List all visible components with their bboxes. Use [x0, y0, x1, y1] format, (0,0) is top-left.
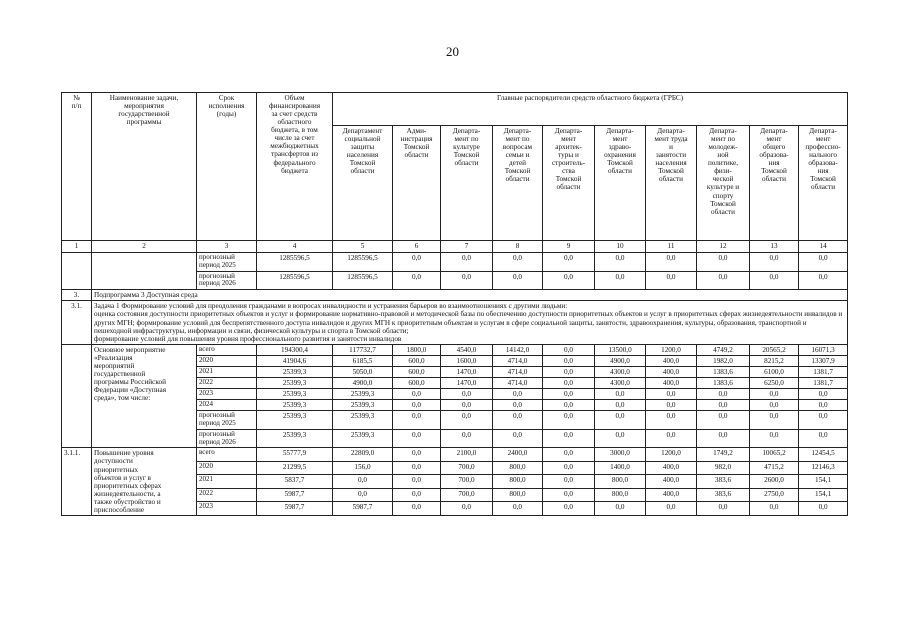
top-row-value: 0,0: [697, 253, 750, 272]
main-event-row-value: 16071,3: [799, 344, 848, 355]
main-event-row-value: 1600,0: [441, 355, 493, 366]
main-event-row-value: 0,0: [750, 388, 799, 399]
event-311-row-value: 0,0: [333, 475, 393, 489]
event-311-row-value: 0,0: [543, 475, 595, 489]
event-311-row-value: 0,0: [543, 488, 595, 502]
main-event-row-value: 0,0: [697, 411, 750, 430]
event-311-row-value: 0,0: [543, 448, 595, 462]
event-311-row-value: 2750,0: [750, 488, 799, 502]
column-number-1: 1: [62, 241, 92, 253]
task-row: [62, 301, 848, 344]
event-311-row-value: 0,0: [393, 488, 441, 502]
event-311-row-value: 800,0: [595, 488, 646, 502]
main-event-row-value: 0,0: [750, 429, 799, 448]
event-311-num: 3.1.1.: [62, 448, 92, 516]
column-number-9: 9: [543, 241, 595, 253]
header-volume: Объем финансирования за счет средств областного бюджета, в том числе за счет межбюджетных трансфертов из федерального бюджета: [257, 93, 333, 241]
top-row-value: 0,0: [595, 253, 646, 272]
subprogram-num: 3.: [62, 290, 92, 301]
main-event-row-value: 0,0: [543, 411, 595, 430]
event-311-row-period: 2020: [197, 461, 257, 475]
table-row: [62, 344, 848, 355]
main-event-row-value: 4300,0: [595, 377, 646, 388]
main-event-row-value: 25399,3: [257, 429, 333, 448]
main-event-row-value: 0,0: [543, 366, 595, 377]
main-event-row-value: 0,0: [493, 429, 543, 448]
main-event-row-value: 1800,0: [393, 344, 441, 355]
top-row-value: 0,0: [595, 271, 646, 290]
column-number-5: 5: [333, 241, 393, 253]
main-event-row-value: 0,0: [493, 388, 543, 399]
main-event-row-value: 0,0: [646, 400, 697, 411]
main-event-row-value: 0,0: [646, 388, 697, 399]
event-311-row-value: 1400,0: [595, 461, 646, 475]
main-event-row-value: 0,0: [595, 411, 646, 430]
top-row-period: прогнозный период 2026: [197, 271, 257, 290]
main-event-row-value: 0,0: [799, 429, 848, 448]
main-event-row-value: 0,0: [493, 400, 543, 411]
main-event-row-value: 0,0: [543, 429, 595, 448]
top-row-value: 0,0: [543, 271, 595, 290]
main-event-row-value: 6250,0: [750, 377, 799, 388]
top-row-value: 1285596,5: [333, 253, 393, 272]
main-event-row-value: 600,0: [393, 366, 441, 377]
main-event-row-value: 25399,3: [333, 388, 393, 399]
table-header: [62, 93, 848, 253]
table-row: [62, 448, 848, 462]
header-department-8: Департа- мент по молодеж- ной политике, физи- ческой культуре и спорту Томской области: [697, 126, 750, 241]
event-311-row-value: 0,0: [393, 475, 441, 489]
main-event-row-value: 194300,4: [257, 344, 333, 355]
top-row-value: 0,0: [799, 253, 848, 272]
main-event-row-value: 0,0: [493, 411, 543, 430]
column-number-8: 8: [493, 241, 543, 253]
event-311-row-value: 1749,2: [697, 448, 750, 462]
event-311-row-value: 700,0: [441, 475, 493, 489]
event-311-row-value: 5987,7: [333, 502, 393, 516]
main-event-row-value: 4300,0: [595, 366, 646, 377]
main-event-row-value: 1200,0: [646, 344, 697, 355]
event-311-row-value: 0,0: [543, 461, 595, 475]
main-event-row-value: 6185,5: [333, 355, 393, 366]
event-311-row-value: 3000,0: [595, 448, 646, 462]
event-311-row-value: 383,6: [697, 488, 750, 502]
event-311-row-value: 0,0: [393, 448, 441, 462]
main-event-row-value: 1383,6: [697, 377, 750, 388]
main-event-row-value: 0,0: [595, 388, 646, 399]
top-row-value: 0,0: [799, 271, 848, 290]
event-311-row-value: 0,0: [799, 502, 848, 516]
main-event-name: Основное мероприятие «Реализация мероприятий государственной программы Российской Федерации «Доступная среда», том числе:: [92, 344, 197, 448]
header-grbs: Главные распорядители средств областного бюджета (ГРБС): [333, 93, 848, 126]
column-number-13: 13: [750, 241, 799, 253]
main-event-row-value: 0,0: [750, 400, 799, 411]
column-number-2: 2: [92, 241, 197, 253]
main-event-row-value: 25399,3: [333, 400, 393, 411]
header-department-1: Департамент социальной защиты населения Томской области: [333, 126, 393, 241]
main-event-row-value: 4714,0: [493, 377, 543, 388]
main-event-row-value: 4540,0: [441, 344, 493, 355]
event-311-row-value: 2400,0: [493, 448, 543, 462]
event-311-row-value: 154,1: [799, 488, 848, 502]
header-period: Срок исполнения (годы): [197, 93, 257, 241]
event-311-row-value: 1200,0: [646, 448, 697, 462]
top-row-value: 0,0: [441, 253, 493, 272]
column-number-7: 7: [441, 241, 493, 253]
event-311-row-value: 982,0: [697, 461, 750, 475]
event-311-row-value: 154,1: [799, 475, 848, 489]
event-311-row-value: 700,0: [441, 488, 493, 502]
main-event-row-period: 2021: [197, 366, 257, 377]
main-event-row-value: 6100,0: [750, 366, 799, 377]
event-311-row-value: 21299,5: [257, 461, 333, 475]
column-number-14: 14: [799, 241, 848, 253]
subprogram-title: Подпрограмма 3 Доступная среда: [92, 290, 848, 301]
column-number-6: 6: [393, 241, 441, 253]
main-event-row-value: 13307,9: [799, 355, 848, 366]
main-event-row-value: 25399,3: [257, 400, 333, 411]
empty-name-cell: [92, 253, 197, 290]
event-311-row-value: 0,0: [493, 502, 543, 516]
event-311-row-value: 10065,2: [750, 448, 799, 462]
main-event-row-value: 25399,3: [257, 388, 333, 399]
event-311-row-value: 0,0: [750, 502, 799, 516]
table-row: [62, 253, 848, 272]
header-num: № п/п: [62, 93, 92, 241]
main-event-row-value: 4900,0: [333, 377, 393, 388]
header-task: Наименование задачи, мероприятия государственной программы: [92, 93, 197, 241]
main-event-row-value: 25399,3: [257, 366, 333, 377]
main-event-row-period: 2022: [197, 377, 257, 388]
event-311-row-value: 800,0: [493, 475, 543, 489]
main-event-row-value: 0,0: [799, 388, 848, 399]
main-event-row-value: 0,0: [543, 388, 595, 399]
top-row-value: 0,0: [493, 271, 543, 290]
main-event-row-value: 0,0: [393, 388, 441, 399]
main-event-row-period: прогнозный период 2026: [197, 429, 257, 448]
event-311-row-value: 0,0: [543, 502, 595, 516]
top-row-value: 0,0: [697, 271, 750, 290]
top-row-period: прогнозный период 2025: [197, 253, 257, 272]
event-311-row-value: 800,0: [493, 461, 543, 475]
top-row-value: 0,0: [543, 253, 595, 272]
event-311-row-value: 156,0: [333, 461, 393, 475]
main-event-row-value: 0,0: [441, 400, 493, 411]
event-311-row-value: 2600,0: [750, 475, 799, 489]
empty-num-cell: [62, 253, 92, 290]
budget-table: [61, 92, 848, 516]
main-event-row-value: 0,0: [543, 344, 595, 355]
main-event-row-value: 117732,7: [333, 344, 393, 355]
event-311-row-value: 400,0: [646, 461, 697, 475]
event-311-row-period: всего: [197, 448, 257, 462]
event-311-row-value: 383,6: [697, 475, 750, 489]
event-311-row-period: 2021: [197, 475, 257, 489]
event-311-row-value: 5987,7: [257, 488, 333, 502]
event-311-row-value: 5987,7: [257, 502, 333, 516]
main-event-row-value: 0,0: [393, 400, 441, 411]
event-311-row-value: 22809,0: [333, 448, 393, 462]
main-event-row-value: 0,0: [441, 411, 493, 430]
event-311-row-value: 0,0: [333, 488, 393, 502]
main-event-row-value: 0,0: [799, 411, 848, 430]
event-311-row-value: 55777,9: [257, 448, 333, 462]
main-event-row-value: 1383,6: [697, 366, 750, 377]
task-num: 3.1.: [62, 301, 92, 344]
main-event-row-value: 1982,0: [697, 355, 750, 366]
header-department-9: Департа- мент общего образова- ния Томской области: [750, 126, 799, 241]
main-event-row-value: 1381,7: [799, 377, 848, 388]
main-event-row-value: 0,0: [543, 400, 595, 411]
column-number-10: 10: [595, 241, 646, 253]
header-department-7: Департа- мент труда и занятости населения Томской области: [646, 126, 697, 241]
main-event-row-value: 4714,0: [493, 355, 543, 366]
main-event-row-value: 400,0: [646, 377, 697, 388]
header-department-2: Адми- нистрация Томской области: [393, 126, 441, 241]
event-311-row-value: 2100,0: [441, 448, 493, 462]
event-311-row-value: 800,0: [595, 475, 646, 489]
main-event-row-period: 2023: [197, 388, 257, 399]
event-311-row-value: 4715,2: [750, 461, 799, 475]
top-row-value: 0,0: [441, 271, 493, 290]
main-event-row-value: 0,0: [393, 411, 441, 430]
main-event-row-value: 1470,0: [441, 377, 493, 388]
top-row-value: 0,0: [646, 271, 697, 290]
main-event-row-value: 4714,0: [493, 366, 543, 377]
main-event-row-value: 25399,3: [257, 411, 333, 430]
main-event-row-value: 25399,3: [257, 377, 333, 388]
main-event-row-value: 600,0: [393, 377, 441, 388]
main-event-row-value: 25399,3: [333, 411, 393, 430]
main-event-row-value: 0,0: [697, 388, 750, 399]
main-event-row-value: 0,0: [543, 377, 595, 388]
header-department-6: Департа- мент здраво- охранения Томской области: [595, 126, 646, 241]
main-event-row-value: 0,0: [441, 429, 493, 448]
column-number-11: 11: [646, 241, 697, 253]
main-event-row-value: 14142,0: [493, 344, 543, 355]
main-event-row-value: 0,0: [646, 429, 697, 448]
event-311-row-value: 0,0: [595, 502, 646, 516]
column-number-3: 3: [197, 241, 257, 253]
header-department-4: Департа- мент по вопросам семьи и детей Томской области: [493, 126, 543, 241]
page-number: 20: [446, 44, 459, 59]
main-event-row-value: 20565,2: [750, 344, 799, 355]
top-row-value: 1285596,5: [257, 271, 333, 290]
main-event-row-value: 0,0: [393, 429, 441, 448]
main-event-row-value: 5050,0: [333, 366, 393, 377]
column-number-4: 4: [257, 241, 333, 253]
main-event-row-value: 0,0: [543, 355, 595, 366]
main-event-row-value: 600,0: [393, 355, 441, 366]
event-311-row-value: 12146,3: [799, 461, 848, 475]
top-row-value: 0,0: [393, 271, 441, 290]
event-311-row-value: 800,0: [493, 488, 543, 502]
top-row-value: 0,0: [750, 253, 799, 272]
main-event-num: [62, 344, 92, 448]
main-event-row-value: 0,0: [750, 411, 799, 430]
main-event-row-value: 1470,0: [441, 366, 493, 377]
subprogram-row: [62, 290, 848, 301]
event-311-row-value: 0,0: [393, 461, 441, 475]
column-number-12: 12: [697, 241, 750, 253]
top-row-value: 1285596,5: [257, 253, 333, 272]
main-event-row-value: 0,0: [595, 400, 646, 411]
event-311-row-value: 0,0: [646, 502, 697, 516]
main-event-row-value: 0,0: [595, 429, 646, 448]
main-event-row-value: 13500,0: [595, 344, 646, 355]
main-event-row-value: 400,0: [646, 366, 697, 377]
main-event-row-value: 41904,6: [257, 355, 333, 366]
main-event-row-value: 400,0: [646, 355, 697, 366]
main-event-row-period: 2024: [197, 400, 257, 411]
top-row-value: 0,0: [646, 253, 697, 272]
main-event-row-value: 0,0: [697, 400, 750, 411]
top-row-value: 0,0: [493, 253, 543, 272]
event-311-row-value: 0,0: [441, 502, 493, 516]
event-311-row-value: 5837,7: [257, 475, 333, 489]
top-row-value: 0,0: [393, 253, 441, 272]
main-event-row-value: 0,0: [799, 400, 848, 411]
task-description: Задача 1 Формирование условий для преодоления гражданами в вопросах инвалидности и устранения барьеров во взаимоотношениях с другими людьми: оценка состояния доступности приоритетных объектов и услуг и формирование нормативно-правовой и методической базы по обеспечению доступности приоритетных объектов и услуг в приоритетных сферах жизнедеятельности инвалидов и других МГН; формирование условий для беспрепятственного доступа инвалидов и других МГН к приоритетным объектам и услугам в сфере социальной защиты, занятости, здравоохранения, культуры, образования, транспортной и пешеходной инфраструктуры, информации и связи, физической культуры и спорта в Томской области; формирование условий для повышения уровня профессионального развития и занятости инвалидов: [92, 301, 848, 344]
main-event-row-value: 4900,0: [595, 355, 646, 366]
event-311-name: Повышение уровня доступности приоритетных объектов и услуг в приоритетных сферах жизнедеятельности, а также обустройство и приспособление: [92, 448, 197, 516]
main-event-row-value: 4749,2: [697, 344, 750, 355]
main-event-row-value: 8215,2: [750, 355, 799, 366]
top-row-value: 1285596,5: [333, 271, 393, 290]
main-event-row-value: 0,0: [646, 411, 697, 430]
main-event-row-value: 25399,3: [333, 429, 393, 448]
main-event-row-value: 0,0: [441, 388, 493, 399]
top-row-value: 0,0: [750, 271, 799, 290]
main-event-row-period: всего: [197, 344, 257, 355]
event-311-row-value: 400,0: [646, 488, 697, 502]
event-311-row-period: 2022: [197, 488, 257, 502]
event-311-row-value: 0,0: [393, 502, 441, 516]
header-department-3: Департа- мент по культуре Томской области: [441, 126, 493, 241]
main-event-row-period: прогнозный период 2025: [197, 411, 257, 430]
header-department-10: Департа- мент профессио- нального образова- ния Томской области: [799, 126, 848, 241]
main-event-row-value: 1381,7: [799, 366, 848, 377]
event-311-row-value: 400,0: [646, 475, 697, 489]
event-311-row-value: 12454,5: [799, 448, 848, 462]
main-event-row-period: 2020: [197, 355, 257, 366]
main-event-row-value: 0,0: [697, 429, 750, 448]
header-department-5: Департа- мент архитек- туры и строитель- ства Томской области: [543, 126, 595, 241]
event-311-row-value: 0,0: [697, 502, 750, 516]
event-311-row-value: 700,0: [441, 461, 493, 475]
event-311-row-period: 2023: [197, 502, 257, 516]
